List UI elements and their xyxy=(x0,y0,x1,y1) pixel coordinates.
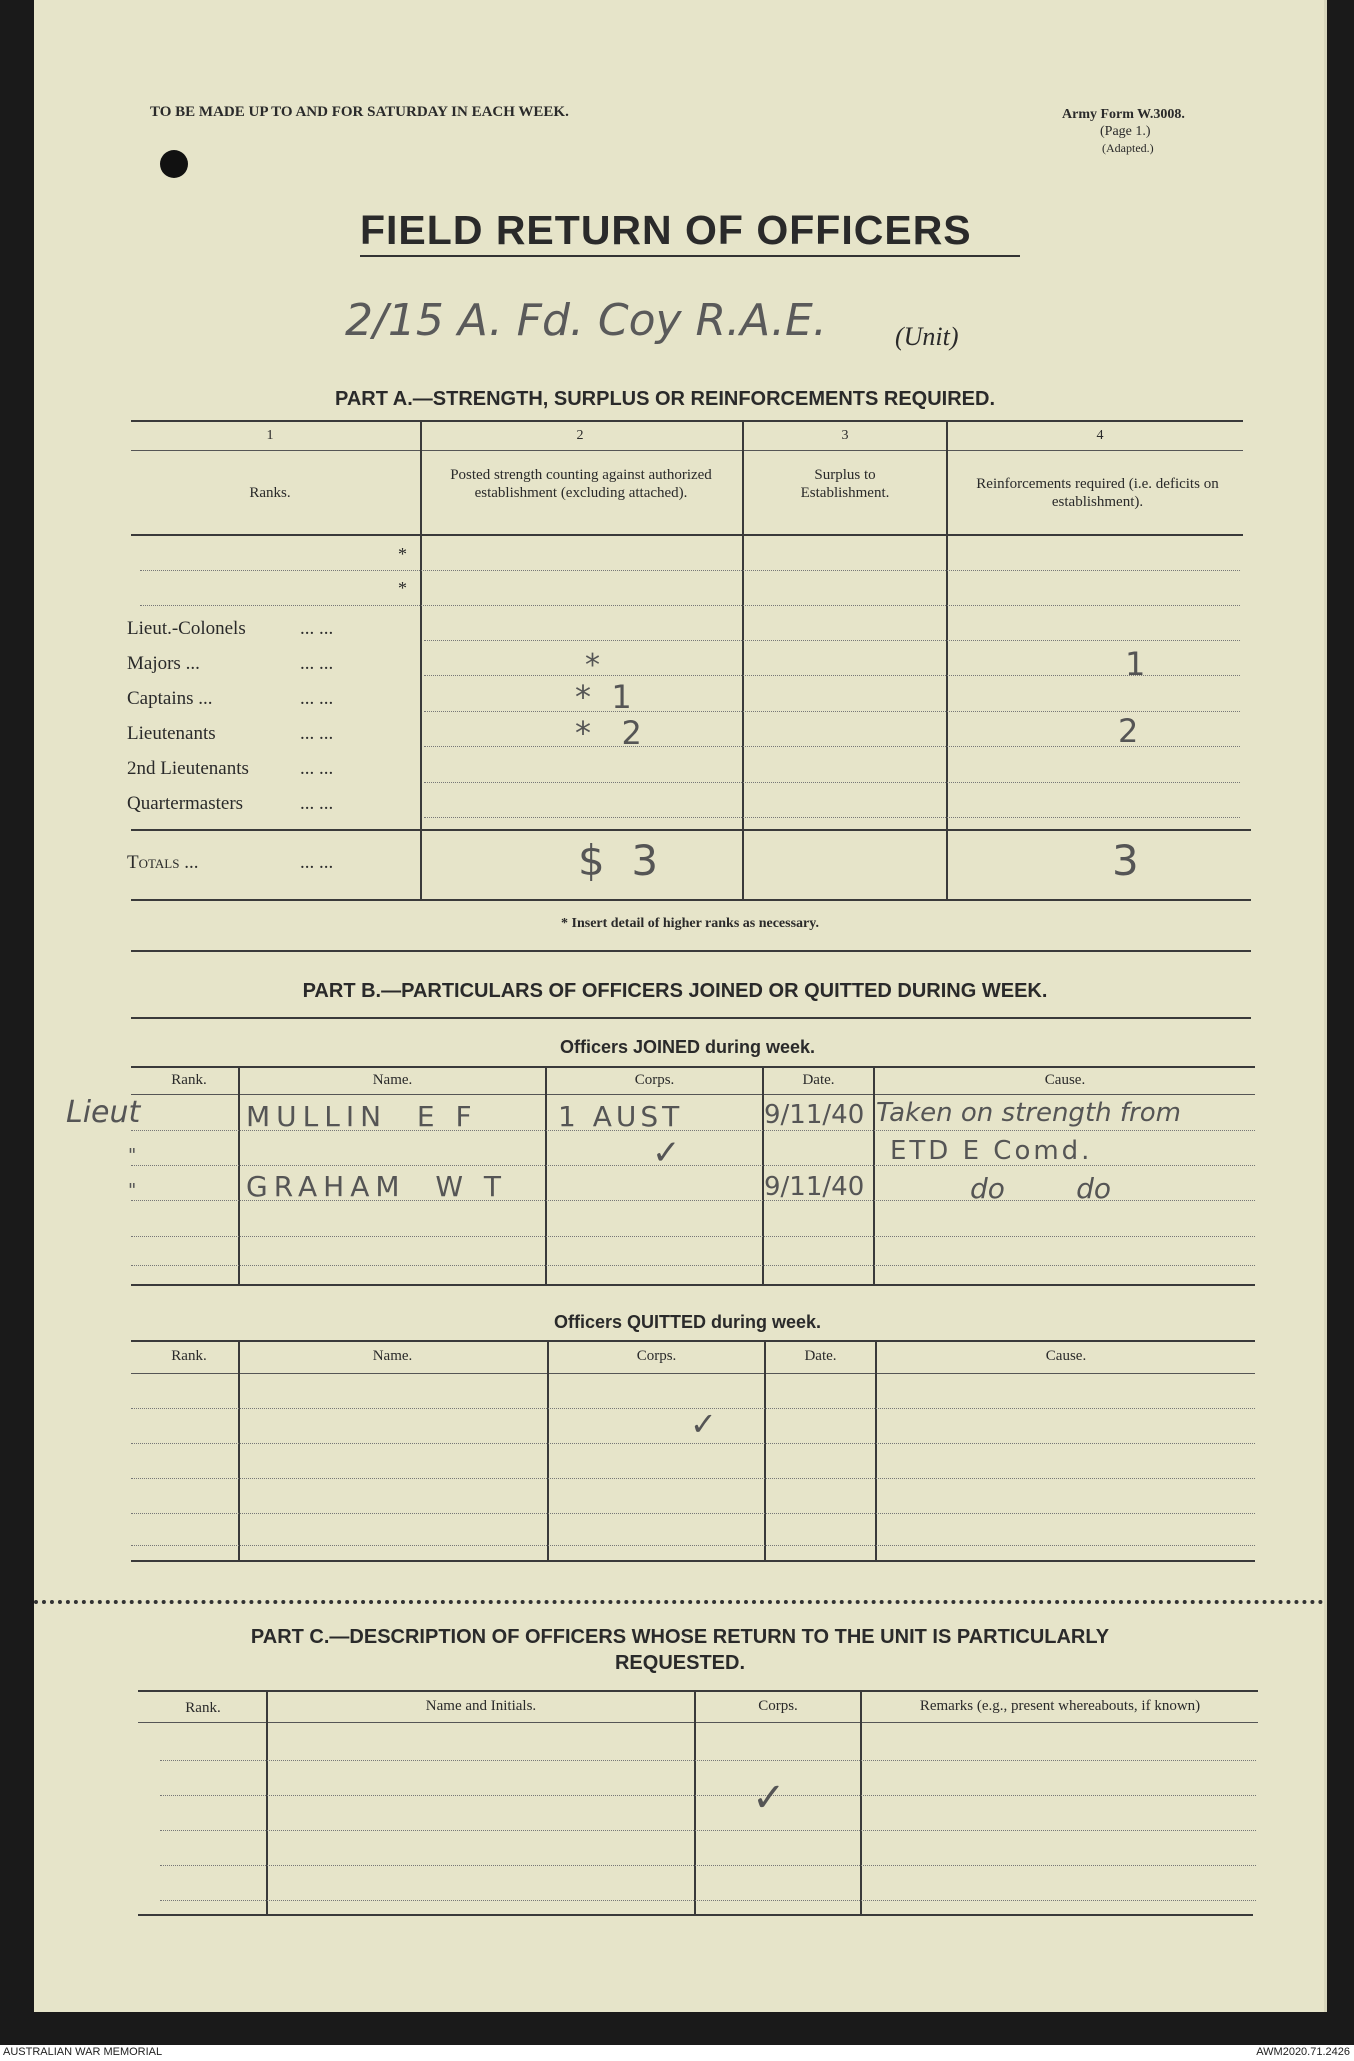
totals-reinforcements: 3 xyxy=(1112,836,1139,885)
punch-hole xyxy=(160,150,188,178)
archive-reference: AWM2020.71.2426 xyxy=(1256,2046,1350,2058)
totals-dots: ... ... xyxy=(300,852,334,873)
part-a-footnote: * Insert detail of higher ranks as necessary. xyxy=(561,916,819,931)
joined-col-cause: Cause. xyxy=(1044,1072,1086,1088)
rank-dots: ... ... xyxy=(300,723,334,744)
majors-posted: * xyxy=(585,648,600,683)
rank-captains: Captains ... xyxy=(127,688,213,709)
rank-quartermasters: Quartermasters xyxy=(127,793,244,814)
quitted-col-rank: Rank. xyxy=(171,1348,207,1364)
quitted-title: Officers QUITTED during week. xyxy=(553,1312,822,1332)
rank-dots: ... ... xyxy=(300,688,334,709)
header-surplus: Surplus to Establishment. xyxy=(800,467,890,501)
perforation-line xyxy=(34,1600,1324,1604)
archive-name: AUSTRALIAN WAR MEMORIAL xyxy=(3,2046,163,2058)
part-c-col-corps: Corps. xyxy=(758,1698,798,1714)
archive-footer xyxy=(0,2045,1354,2061)
higher-rank-marker-2: * xyxy=(398,578,407,598)
form-number: Army Form W.3008. xyxy=(1062,107,1185,122)
header-ranks: Ranks. xyxy=(249,485,291,501)
joined-row1-cause: Taken on strength from xyxy=(876,1098,1181,1128)
rank-dots: ... ... xyxy=(300,618,334,639)
captains-posted: * 1 xyxy=(575,678,632,716)
part-c-col-name: Name and Initials. xyxy=(425,1698,537,1714)
quitted-col-cause: Cause. xyxy=(1045,1348,1087,1364)
joined-row3-date: 9/11/40 xyxy=(764,1172,865,1202)
rank-majors: Majors ... xyxy=(127,653,200,674)
joined-col-name: Name. xyxy=(372,1072,413,1088)
quitted-col-corps: Corps. xyxy=(636,1348,677,1364)
joined-row2-cause: ETD E Comd. xyxy=(890,1136,1093,1166)
joined-row3-rank: " xyxy=(128,1180,137,1201)
joined-title: Officers JOINED during week. xyxy=(559,1037,816,1057)
part-b-heading: PART B.—PARTICULARS OF OFFICERS JOINED OR QUITTED DURING WEEK. xyxy=(302,980,1048,1002)
joined-row1-date: 9/11/40 xyxy=(764,1100,865,1130)
joined-row3-cause: do do xyxy=(970,1172,1112,1205)
rank-lieut-colonels: Lieut.-Colonels xyxy=(127,618,246,639)
form-instruction: TO BE MADE UP TO AND FOR SATURDAY IN EACH WEEK. xyxy=(150,104,569,120)
page-title: FIELD RETURN OF OFFICERS xyxy=(360,205,1020,257)
rank-dots: ... ... xyxy=(300,793,334,814)
rank-lieutenants: Lieutenants xyxy=(127,723,216,744)
form-page: (Page 1.) xyxy=(1100,124,1151,139)
quitted-corps-check: ✓ xyxy=(690,1405,717,1443)
rank-dots: ... ... xyxy=(300,758,334,779)
col-number-3: 3 xyxy=(841,428,849,443)
joined-row1-margin: Lieut xyxy=(66,1095,141,1130)
part-c-heading-line1: PART C.—DESCRIPTION OF OFFICERS WHOSE RETURN TO THE UNIT IS PARTICULARLY xyxy=(250,1626,1110,1648)
quitted-col-name: Name. xyxy=(372,1348,413,1364)
joined-row3-name: GRAHAM W T xyxy=(246,1170,508,1203)
joined-col-corps: Corps. xyxy=(634,1072,675,1088)
majors-reinforcements: 1 xyxy=(1125,645,1146,683)
joined-col-date: Date. xyxy=(802,1072,835,1088)
joined-row1-name: MULLIN E F xyxy=(246,1100,478,1133)
totals-posted: $ 3 xyxy=(578,836,659,885)
part-c-col-rank: Rank. xyxy=(185,1700,221,1716)
joined-col-rank: Rank. xyxy=(171,1072,207,1088)
unit-handwritten: 2/15 A. Fd. Coy R.A.E. xyxy=(345,295,827,346)
joined-row1-corps: 1 AUST xyxy=(558,1100,684,1133)
joined-row2-rank: " xyxy=(128,1145,137,1166)
joined-row2-corps-check: ✓ xyxy=(652,1133,681,1173)
header-posted-strength: Posted strength counting against authorized establishment (excluding attached). xyxy=(450,467,712,501)
higher-rank-marker-1: * xyxy=(398,544,407,564)
col-number-2: 2 xyxy=(576,428,584,443)
header-reinforcements: Reinforcements required (i.e. deficits on establishment). xyxy=(976,476,1219,510)
form-adapted: (Adapted.) xyxy=(1102,141,1154,155)
totals-label: Totals ... xyxy=(127,852,199,873)
quitted-col-date: Date. xyxy=(804,1348,837,1364)
part-a-heading: PART A.—STRENGTH, SURPLUS OR REINFORCEMENTS REQUIRED. xyxy=(334,388,996,410)
part-c-corps-check: ✓ xyxy=(752,1775,786,1821)
part-c-heading-line2: REQUESTED. xyxy=(614,1652,746,1674)
col-number-1: 1 xyxy=(266,428,274,443)
lieutenants-posted: * 2 xyxy=(575,714,642,752)
col-number-4: 4 xyxy=(1096,428,1104,443)
lieutenants-reinforcements: 2 xyxy=(1118,712,1139,750)
part-c-col-remarks: Remarks (e.g., present whereabouts, if known) xyxy=(919,1698,1201,1714)
rank-dots: ... ... xyxy=(300,653,334,674)
rank-2nd-lieutenants: 2nd Lieutenants xyxy=(127,758,249,779)
unit-label: (Unit) xyxy=(895,322,959,351)
